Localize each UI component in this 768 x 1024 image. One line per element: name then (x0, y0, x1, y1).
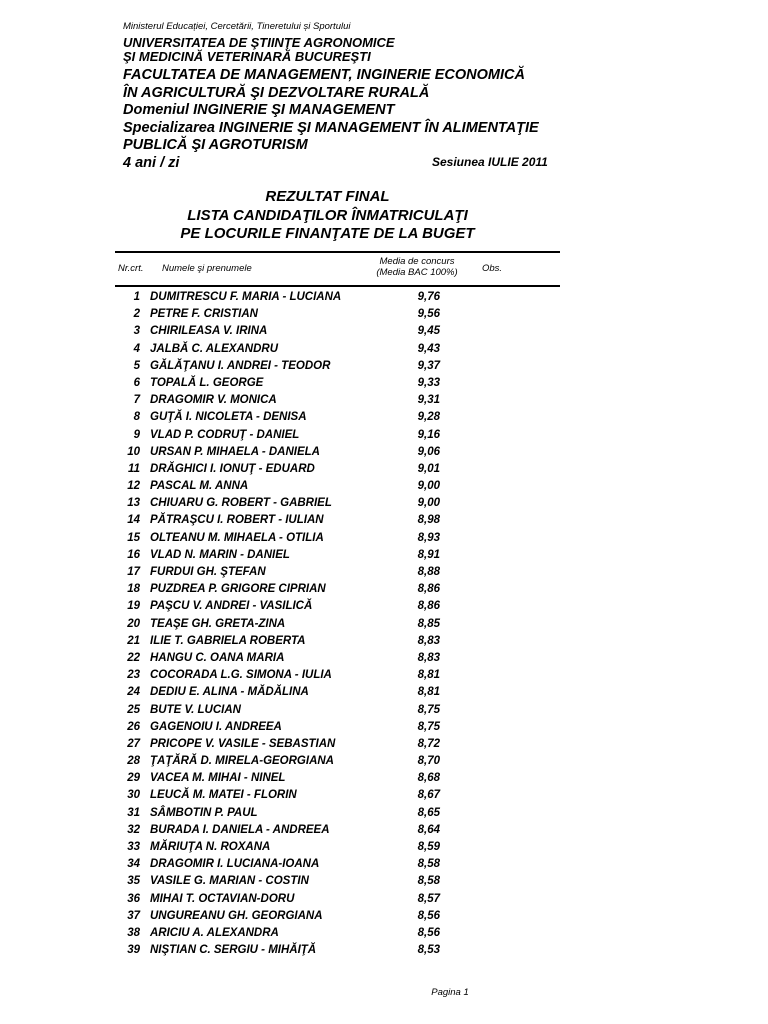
candidate-name: DUMITRESCU F. MARIA - LUCIANA (150, 291, 342, 303)
column-header-media-line: (Media BAC 100%) (376, 267, 458, 278)
table-row (0, 856, 768, 873)
table-row (0, 478, 768, 495)
candidate-average: 8,81 (417, 686, 440, 699)
table-row (0, 908, 768, 925)
column-header-obs: Obs. (482, 263, 503, 274)
table-row (0, 581, 768, 598)
candidate-name: ARICIU A. ALEXANDRA (150, 926, 279, 939)
row-number: 28 (127, 755, 140, 768)
row-number: 37 (127, 909, 140, 922)
study-form-line: 4 ani / zi (123, 154, 180, 171)
row-number: 39 (127, 944, 140, 957)
candidate-average: 8,53 (417, 944, 440, 957)
table-row (0, 495, 768, 512)
title-line: LISTA CANDIDAŢILOR ÎNMATRICULAŢI (187, 206, 468, 224)
table-row (0, 547, 768, 564)
candidate-average: 9,16 (417, 428, 440, 441)
candidate-name: VLAD N. MARIN - DANIEL (150, 548, 290, 561)
table-row (0, 598, 768, 615)
candidate-average: 8,70 (417, 755, 440, 768)
row-number: 26 (127, 720, 140, 733)
table-row (0, 512, 768, 529)
candidate-average: 9,37 (417, 359, 440, 372)
table-row (0, 822, 768, 839)
result-title (140, 188, 515, 244)
university-line: UNIVERSITATEA DE ŞTIINŢE AGRONOMICE (123, 35, 395, 50)
table-row (0, 409, 768, 426)
faculty-line: FACULTATEA DE MANAGEMENT, INGINERIE ECONOMICĂ (123, 67, 525, 83)
table-row (0, 839, 768, 856)
table-row (0, 684, 768, 701)
candidate-average: 8,65 (417, 806, 440, 819)
candidate-name: OLTEANU M. MIHAELA - OTILIA (150, 531, 324, 544)
candidate-average: 9,00 (417, 497, 440, 510)
candidate-name: DRAGOMIR V. MONICA (150, 394, 277, 407)
table-row (0, 925, 768, 942)
candidate-name: JALBĂ C. ALEXANDRU (150, 342, 278, 355)
candidate-name: TEAŞE GH. GRETA-ZINA (150, 617, 286, 630)
row-number: 22 (127, 651, 140, 664)
candidate-average: 9,31 (417, 394, 440, 407)
candidate-average: 9,01 (417, 462, 440, 475)
candidate-average: 8,56 (417, 926, 440, 939)
candidate-average: 8,68 (417, 772, 440, 785)
row-number: 35 (127, 875, 140, 888)
table-row (0, 667, 768, 684)
candidate-name: VLAD P. CODRUŢ - DANIEL (150, 428, 300, 441)
table-row (0, 289, 768, 306)
table-row (0, 650, 768, 667)
table-row (0, 530, 768, 547)
candidate-name: PRICOPE V. VASILE - SEBASTIAN (150, 737, 336, 750)
session-label: Sesiunea IULIE 2011 (432, 155, 548, 169)
row-number: 21 (127, 634, 140, 647)
table-row (0, 787, 768, 804)
candidate-average: 8,58 (417, 858, 440, 871)
candidate-average: 9,06 (417, 445, 440, 458)
table-row (0, 306, 768, 323)
row-number: 25 (127, 703, 140, 716)
faculty-line: ÎN AGRICULTURĂ ŞI DEZVOLTARE RURALĂ (123, 84, 430, 101)
row-number: 30 (127, 789, 140, 802)
candidate-name: FURDUI GH. ŞTEFAN (150, 566, 266, 578)
table-row (0, 753, 768, 770)
candidate-name: PUZDREA P. GRIGORE CIPRIAN (150, 583, 326, 596)
table-row (0, 358, 768, 375)
table-row (0, 444, 768, 461)
candidate-average: 8,91 (417, 548, 440, 561)
candidate-average: 8,83 (417, 651, 440, 664)
row-number: 11 (128, 462, 140, 475)
table-row (0, 873, 768, 890)
column-header-nr: Nr.crt. (118, 263, 144, 274)
candidate-name: COCORADA L.G. SIMONA - IULIA (150, 669, 332, 682)
row-number: 33 (127, 841, 140, 853)
candidate-average: 8,83 (417, 634, 440, 647)
candidate-average: 9,00 (417, 480, 440, 493)
candidate-name: VACEA M. MIHAI - NINEL (150, 772, 286, 785)
candidate-average: 9,33 (417, 376, 440, 389)
table-row (0, 719, 768, 736)
row-number: 27 (127, 737, 140, 750)
specialization-line: PUBLICĂ ŞI AGROTURISM (123, 137, 308, 153)
row-number: 23 (127, 669, 140, 682)
candidate-average: 8,81 (417, 669, 440, 682)
table-row (0, 323, 768, 340)
row-number: 12 (127, 480, 140, 493)
table-header-bottom-rule (115, 285, 560, 287)
row-number: 20 (127, 617, 140, 630)
row-number: 6 (133, 376, 140, 389)
row-number: 19 (127, 600, 140, 613)
candidate-name: LEUCĂ M. MATEI - FLORIN (150, 789, 297, 802)
candidate-name: DRAGOMIR I. LUCIANA-IOANA (150, 858, 320, 871)
column-header-media (362, 256, 472, 278)
candidate-name: DEDIU E. ALINA - MĂDĂLINA (150, 686, 309, 699)
candidate-average: 8,64 (417, 823, 440, 836)
row-number: 36 (127, 892, 140, 905)
candidate-list (0, 289, 768, 959)
column-header-media-line: Media de concurs (379, 256, 455, 267)
candidate-name: URSAN P. MIHAELA - DANIELA (150, 445, 320, 458)
candidate-name: MĂRIUŢA N. ROXANA (150, 841, 271, 853)
candidate-average: 8,56 (417, 909, 440, 922)
candidate-average: 8,86 (417, 600, 440, 613)
row-number: 14 (127, 514, 140, 527)
title-line: PE LOCURILE FINANŢATE DE LA BUGET (180, 225, 475, 242)
candidate-name: GUŢĂ I. NICOLETA - DENISA (150, 411, 307, 424)
table-row (0, 564, 768, 581)
row-number: 32 (127, 823, 140, 836)
candidate-name: BURADA I. DANIELA - ANDREEA (150, 823, 330, 836)
university-name (123, 36, 395, 64)
row-number: 17 (127, 566, 140, 578)
candidate-average: 9,43 (417, 342, 440, 355)
candidate-average: 9,45 (417, 325, 440, 338)
candidate-name: PĂTRAŞCU I. ROBERT - IULIAN (150, 514, 324, 527)
candidate-name: PETRE F. CRISTIAN (150, 308, 258, 321)
table-row (0, 616, 768, 633)
candidate-average: 8,86 (417, 583, 440, 596)
candidate-name: GAGENOIU I. ANDREEA (150, 720, 282, 733)
table-row (0, 461, 768, 478)
row-number: 16 (127, 548, 140, 561)
row-number: 2 (133, 308, 140, 321)
ministry-name: Ministerul Educației, Cercetării, Tineretului și Sportului (123, 21, 351, 32)
domain-line: Domeniul INGINERIE ŞI MANAGEMENT (123, 102, 395, 118)
row-number: 24 (127, 686, 140, 699)
candidate-name: CHIRILEASA V. IRINA (150, 325, 268, 338)
table-row (0, 702, 768, 719)
candidate-average: 8,72 (417, 737, 440, 750)
candidate-name: BUTE V. LUCIAN (150, 703, 241, 716)
table-row (0, 942, 768, 959)
candidate-name: PASCAL M. ANNA (150, 480, 249, 493)
table-row (0, 427, 768, 444)
candidate-name: HANGU C. OANA MARIA (150, 651, 285, 664)
candidate-name: ILIE T. GABRIELA ROBERTA (150, 634, 306, 647)
table-row (0, 633, 768, 650)
row-number: 1 (133, 291, 140, 303)
table-row (0, 891, 768, 908)
row-number: 7 (133, 394, 140, 407)
candidate-name: CHIUARU G. ROBERT - GABRIEL (150, 497, 332, 510)
candidate-average: 8,98 (417, 514, 440, 527)
candidate-average: 9,56 (417, 308, 440, 321)
candidate-name: TOPALĂ L. GEORGE (150, 376, 264, 389)
table-row (0, 736, 768, 753)
table-row (0, 770, 768, 787)
candidate-average: 8,58 (417, 875, 440, 888)
candidate-average: 8,67 (417, 789, 440, 802)
candidate-name: UNGUREANU GH. GEORGIANA (150, 909, 323, 922)
row-number: 13 (127, 497, 140, 510)
row-number: 5 (133, 359, 140, 372)
row-number: 10 (127, 445, 140, 458)
candidate-name: VASILE G. MARIAN - COSTIN (150, 875, 309, 888)
page-number: Pagina 1 (431, 987, 469, 998)
candidate-average: 8,59 (417, 841, 440, 853)
candidate-name: MIHAI T. OCTAVIAN-DORU (150, 892, 295, 905)
row-number: 18 (127, 583, 140, 596)
row-number: 29 (127, 772, 140, 785)
candidate-name: SÂMBOTIN P. PAUL (150, 806, 258, 819)
candidate-average: 9,28 (417, 411, 440, 424)
row-number: 8 (133, 411, 140, 424)
table-row (0, 375, 768, 392)
table-row (0, 805, 768, 822)
candidate-name: GĂLĂŢANU I. ANDREI - TEODOR (150, 359, 331, 372)
candidate-average: 8,75 (417, 720, 440, 733)
university-line: ŞI MEDICINĂ VETERINARĂ BUCUREŞTI (123, 49, 371, 64)
row-number: 3 (133, 325, 140, 338)
row-number: 9 (133, 428, 140, 441)
table-row (0, 341, 768, 358)
title-line: REZULTAT FINAL (265, 188, 390, 205)
candidate-name: PAŞCU V. ANDREI - VASILICĂ (150, 600, 313, 613)
candidate-name: NIŞTIAN C. SERGIU - MIHĂIŢĂ (150, 944, 317, 957)
candidate-average: 9,76 (417, 291, 440, 303)
column-header-name: Numele şi prenumele (162, 263, 252, 274)
row-number: 34 (127, 858, 140, 871)
candidate-name: ŢAŢĂRĂ D. MIRELA-GEORGIANA (150, 755, 334, 768)
candidate-average: 8,85 (417, 617, 440, 630)
row-number: 15 (127, 531, 140, 544)
specialization-line: Specializarea INGINERIE ŞI MANAGEMENT ÎN ALIMENTAŢIE (123, 119, 539, 136)
candidate-average: 8,57 (417, 892, 440, 905)
candidate-name: DRĂGHICI I. IONUŢ - EDUARD (150, 462, 315, 475)
candidate-average: 8,88 (417, 566, 440, 578)
candidate-average: 8,93 (417, 531, 440, 544)
row-number: 4 (133, 342, 140, 355)
candidate-average: 8,75 (417, 703, 440, 716)
row-number: 38 (127, 926, 140, 939)
table-row (0, 392, 768, 409)
table-header-top-rule (115, 251, 560, 253)
row-number: 31 (127, 806, 140, 819)
